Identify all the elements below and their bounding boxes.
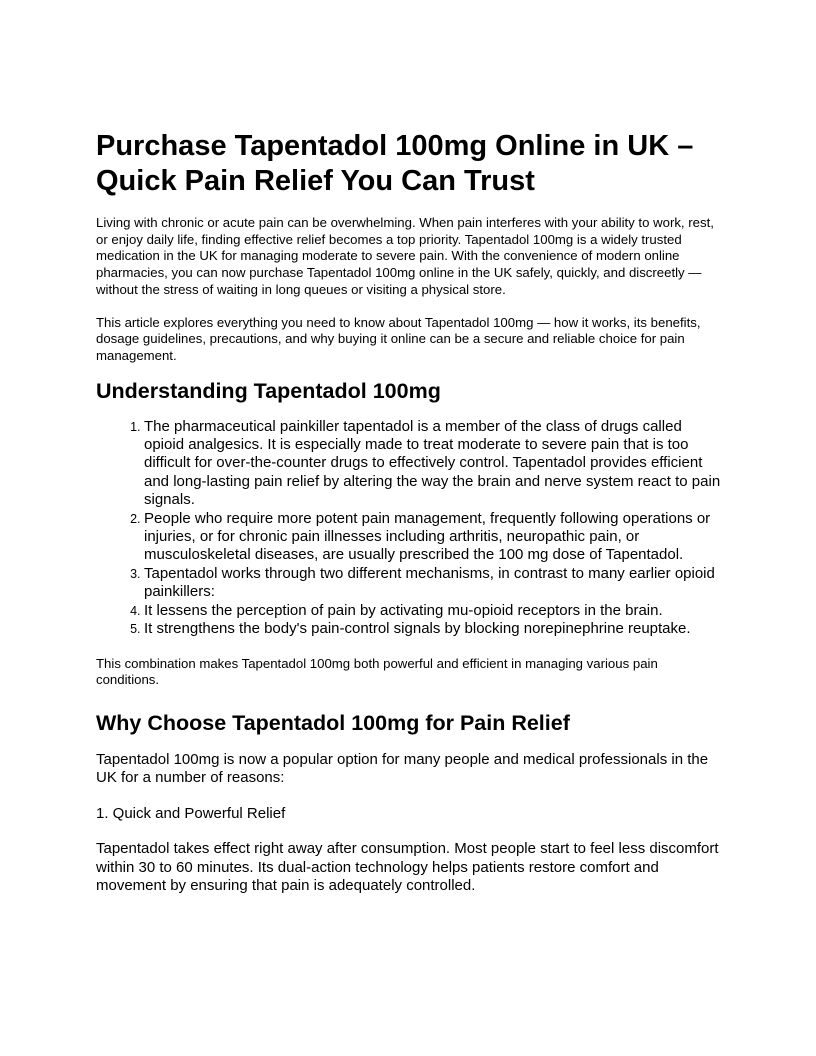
document-title: Purchase Tapentadol 100mg Online in UK – Quick Pain Relief You Can Trust — [96, 130, 694, 197]
understanding-closing: This combination makes Tapentadol 100mg both powerful and efficient in managing various pain conditions. — [96, 655, 658, 688]
list-item: 2. People who require more potent pain management, frequently following operations or injuries, or for chronic pain illnesses including arthritis, neuropathic pain, or musculoskeletal diseases, are usually prescribed the 100 mg dose of Tapentadol. — [144, 510, 722, 565]
list-item: 5. It strengthens the body's pain-control signals by blocking norepinephrine reuptake. — [144, 620, 722, 638]
section-heading-understanding: Understanding Tapentadol 100mg — [96, 378, 441, 403]
why-intro: Tapentadol 100mg is now a popular option for many people and medical professionals in the UK for a number of reasons: — [96, 750, 709, 787]
why-subheading: 1. Quick and Powerful Relief — [96, 804, 286, 822]
intro-paragraph-2: This article explores everything you need to know about Tapentadol 100mg — how it works, its benefits, dosage guidelines, precautions, and why buying it online can be a secure and reliable choice for pain management. — [96, 314, 701, 363]
section-heading-why-choose: Why Choose Tapentadol 100mg for Pain Relief — [96, 710, 570, 735]
list-item: 1. The pharmaceutical painkiller tapentadol is a member of the class of drugs called opioid analgesics. It is especially made to treat moderate to severe pain that is too difficult for over-the-counter drugs to effectively control. Tapentadol provides efficient and long-lasting pain relief by altering the way the brain and nerve system react to pain signals. — [144, 418, 722, 510]
list-item: 4. It lessens the perception of pain by activating mu-opioid receptors in the brain. — [144, 602, 722, 620]
intro-paragraph-1: Living with chronic or acute pain can be overwhelming. When pain interferes with your ability to work, rest, or enjoy daily life, finding effective relief becomes a top priority. Tapentadol 100mg is a widely trusted medication in the UK for managing moderate to severe pain. With the convenience of modern online pharmacies, you can now purchase Tapentadol 100mg online in the UK safely, quickly, and discreetly — without the stress of waiting in long queues or visiting a physical store. — [96, 215, 714, 297]
why-body: Tapentadol takes effect right away after consumption. Most people start to feel less discomfort within 30 to 60 minutes. Its dual-action technology helps patients restore comfort and movement by ensuring that pain is adequately controlled. — [96, 840, 719, 895]
understanding-list — [96, 418, 722, 639]
list-item: 3. Tapentadol works through two different mechanisms, in contrast to many earlier opioid painkillers: — [144, 565, 722, 602]
document-page — [96, 129, 722, 896]
